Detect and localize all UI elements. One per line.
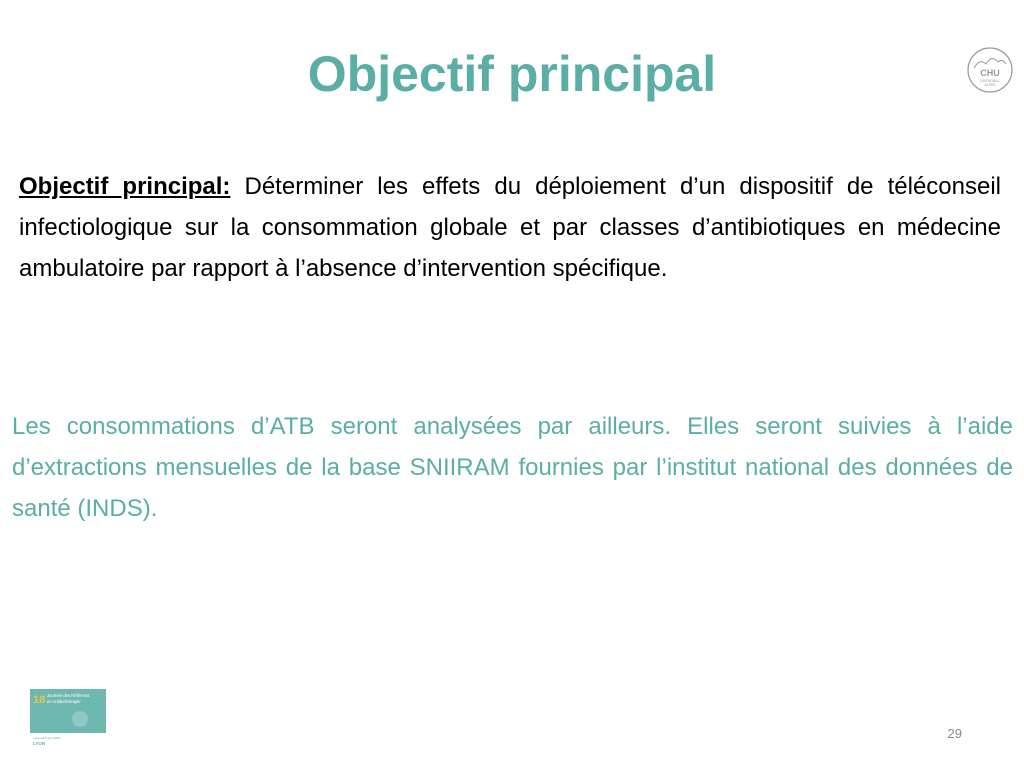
chu-logo-line1: CHU xyxy=(980,68,1000,78)
objective-text: Déterminer les effets du déploiement d’un dispositif de téléconseil infectiologique sur la consommation globale et par classes d’antibiotiques en médecine ambulatoire par rapport à l’absence d’intervention spécifique. xyxy=(19,173,1001,282)
analysis-note: Les consommations d’ATB seront analysées par ailleurs. Elles seront suivies à l’aide d’extractions mensuelles de la base SNIIRAM fournies par l’institut national des données de santé (INDS). xyxy=(12,413,1013,522)
chu-logo-line3: ALPES xyxy=(984,83,996,87)
event-logo-icon xyxy=(30,689,106,751)
chu-logo-icon xyxy=(966,46,1014,94)
event-logo xyxy=(30,689,106,751)
event-logo-title-1: Journée des Référents xyxy=(47,693,90,698)
objective-paragraph xyxy=(19,166,1001,289)
event-logo-date: mercredi 5 juin 2019 xyxy=(33,736,61,740)
event-logo-city: LYON xyxy=(33,741,46,746)
event-logo-number: 18 xyxy=(33,694,46,706)
page-number: 29 xyxy=(947,726,962,741)
event-logo-title-2: en Antibiothérapie xyxy=(47,699,81,704)
slide-title: Objectif principal xyxy=(307,46,717,102)
chu-logo xyxy=(966,46,1014,94)
chu-logo-line2: GRENOBLE xyxy=(980,79,1000,83)
objective-label: Objectif principal: xyxy=(19,173,231,200)
